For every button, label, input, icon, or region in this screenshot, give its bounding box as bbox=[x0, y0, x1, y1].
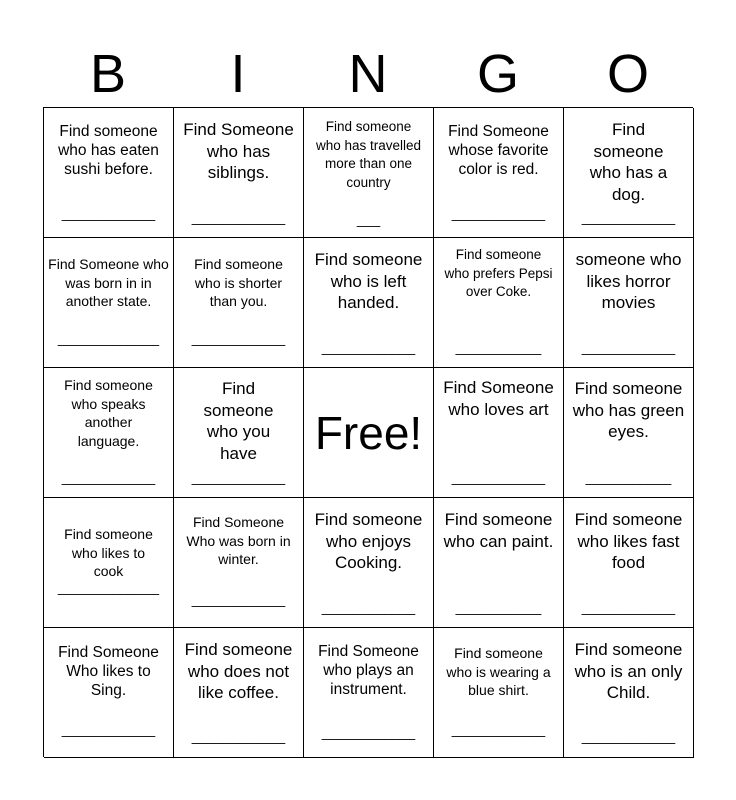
cell-text: Find someone who does not like coffee. bbox=[184, 640, 293, 702]
cell-blank-line: ____________ bbox=[321, 339, 416, 355]
cell-blank-line: ____________ bbox=[321, 724, 416, 740]
cell-text: Find someone who likes fast food bbox=[574, 510, 683, 572]
cell-text: Find someone who is shorter than you. bbox=[194, 256, 283, 309]
bingo-cell[interactable] bbox=[174, 368, 304, 498]
cell-blank-line: ____________ bbox=[581, 599, 676, 615]
cell-blank-line: ____________ bbox=[191, 591, 286, 607]
cell-text: Find someone who is left handed. bbox=[314, 250, 423, 312]
bingo-cell[interactable] bbox=[44, 238, 174, 368]
cell-text: Find someone who can paint. bbox=[443, 510, 554, 551]
cell-blank-line: ____________ bbox=[61, 205, 156, 221]
cell-text: Find Someone Who was born in winter. bbox=[186, 514, 291, 567]
cell-blank-line: ___ bbox=[356, 211, 381, 227]
cell-text: Find Someone whose favorite color is red. bbox=[448, 123, 549, 178]
cell-text: Find someone who likes to cook bbox=[64, 526, 153, 579]
cell-text: Find someone who is an only Child. bbox=[574, 640, 683, 702]
bingo-cell[interactable] bbox=[44, 108, 174, 238]
header-letter-i: I bbox=[230, 44, 246, 104]
cell-blank-line: ___________ bbox=[585, 469, 672, 485]
bingo-cell[interactable] bbox=[564, 368, 694, 498]
cell-text: Find Someone who plays an instrument. bbox=[318, 643, 419, 698]
bingo-cell[interactable] bbox=[174, 238, 304, 368]
cell-blank-line: ___________ bbox=[455, 339, 542, 355]
cell-blank-line: ____________ bbox=[61, 721, 156, 737]
cell-blank-line: ____________ bbox=[451, 721, 546, 737]
cell-text: Find someone who enjoys Cooking. bbox=[314, 510, 423, 572]
cell-text: Find someone who speaks another language. bbox=[64, 377, 153, 449]
header-letter-n: N bbox=[348, 44, 388, 104]
cell-blank-line: ____________ bbox=[191, 330, 286, 346]
cell-blank-line: ____________ bbox=[61, 469, 156, 485]
free-space-text: Free! bbox=[314, 406, 423, 459]
cell-blank-line: ____________ bbox=[191, 469, 286, 485]
cell-text: Find someone who has a dog. bbox=[589, 120, 668, 204]
cell-blank-line: ____________ bbox=[451, 205, 546, 221]
cell-blank-line: ____________ bbox=[191, 728, 286, 744]
header-letter-o: O bbox=[606, 44, 649, 104]
bingo-cell[interactable] bbox=[564, 238, 694, 368]
bingo-cell[interactable] bbox=[174, 628, 304, 758]
bingo-cell[interactable] bbox=[44, 628, 174, 758]
cell-text: Find someone who is wearing a blue shirt. bbox=[446, 645, 551, 698]
bingo-cell[interactable] bbox=[564, 628, 694, 758]
bingo-cell[interactable] bbox=[304, 628, 434, 758]
cell-blank-line: ____________ bbox=[581, 339, 676, 355]
cell-blank-line: ___________ bbox=[455, 599, 542, 615]
cell-text: someone who likes horror movies bbox=[575, 250, 682, 312]
bingo-cell[interactable] bbox=[564, 108, 694, 238]
cell-text: Find someone who has eaten sushi before. bbox=[58, 123, 159, 178]
bingo-cell[interactable] bbox=[434, 238, 564, 368]
cell-text: Find Someone who loves art bbox=[443, 378, 554, 419]
cell-blank-line: ____________ bbox=[581, 728, 676, 744]
cell-blank-line: ____________ bbox=[321, 599, 416, 615]
cell-blank-line: _____________ bbox=[57, 330, 160, 346]
bingo-cell-free[interactable] bbox=[304, 368, 434, 498]
bingo-cell[interactable] bbox=[434, 368, 564, 498]
cell-text: Find someone who has travelled more than one country bbox=[315, 119, 422, 190]
bingo-cell[interactable] bbox=[304, 238, 434, 368]
cell-text: Find someone who has green eyes. bbox=[572, 379, 685, 441]
bingo-grid bbox=[43, 107, 693, 757]
bingo-cell[interactable] bbox=[434, 108, 564, 238]
bingo-cell[interactable] bbox=[174, 498, 304, 628]
header-letter-b: B bbox=[89, 44, 127, 104]
header-letter-g: G bbox=[476, 44, 519, 104]
bingo-cell[interactable] bbox=[174, 108, 304, 238]
bingo-header bbox=[43, 40, 693, 108]
cell-blank-line: _____________ bbox=[57, 579, 160, 595]
bingo-cell[interactable] bbox=[434, 628, 564, 758]
bingo-cell[interactable] bbox=[44, 368, 174, 498]
bingo-cell[interactable] bbox=[564, 498, 694, 628]
cell-text: Find someone who prefers Pepsi over Coke. bbox=[444, 247, 553, 299]
cell-blank-line: ____________ bbox=[191, 209, 286, 225]
cell-blank-line: ____________ bbox=[451, 469, 546, 485]
cell-text: Find Someone who was born in in another state. bbox=[48, 256, 169, 309]
cell-blank-line: ____________ bbox=[581, 209, 676, 225]
cell-text: Find Someone Who likes to Sing. bbox=[58, 644, 159, 699]
cell-text: Find Someone who has siblings. bbox=[183, 120, 294, 182]
cell-text: Find someone who you have bbox=[203, 379, 274, 463]
bingo-cell[interactable] bbox=[44, 498, 174, 628]
bingo-cell[interactable] bbox=[304, 108, 434, 238]
bingo-cell[interactable] bbox=[304, 498, 434, 628]
bingo-cell[interactable] bbox=[434, 498, 564, 628]
